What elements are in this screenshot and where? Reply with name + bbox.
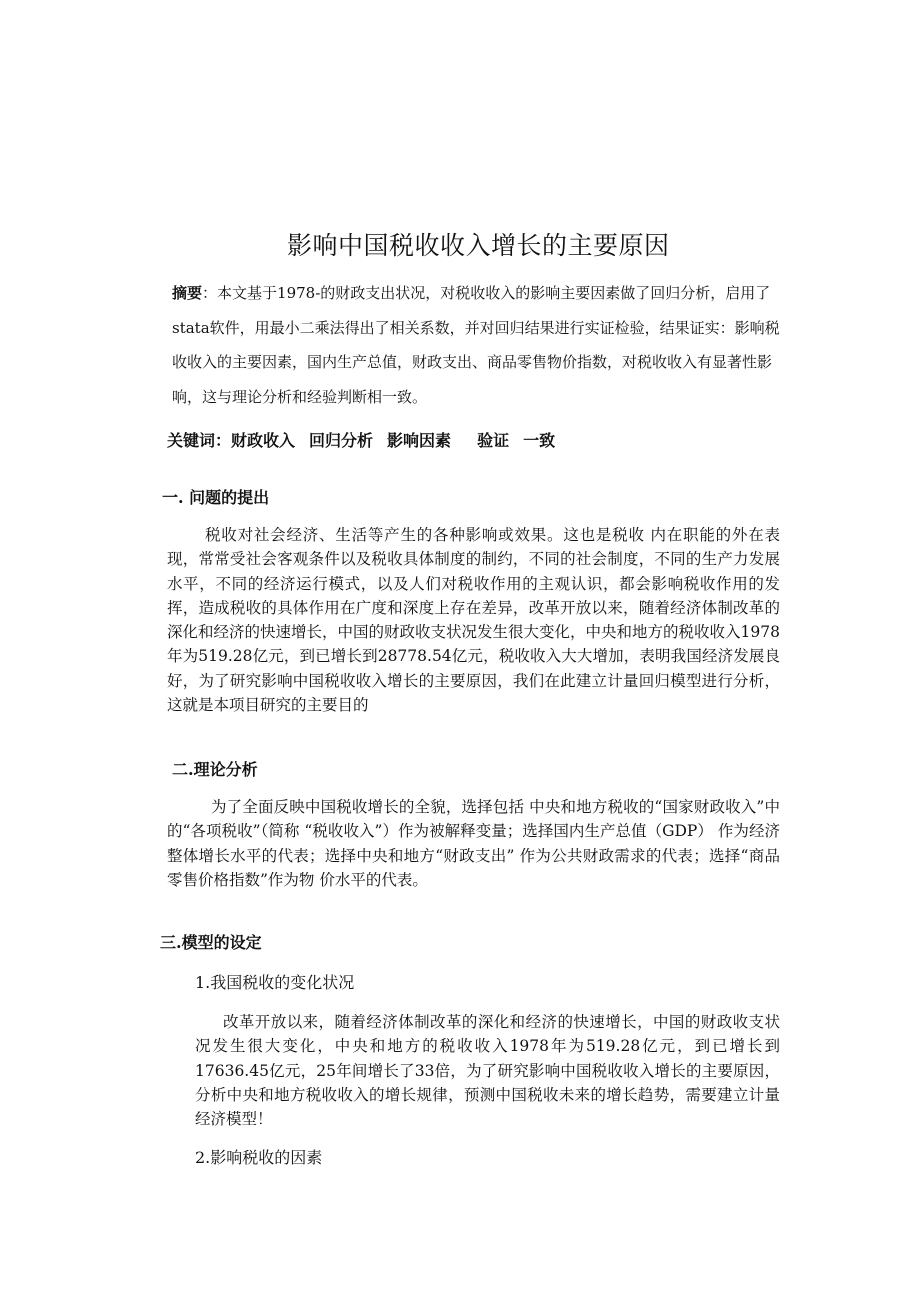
section-paragraph: 为了全面反映中国税收增长的全貌，选择包括 中央和地方税收的“国家财政收入”中的“各项税收”（简称 “税收收入”）作为被解释变量；选择国内生产总值（GDP） 作为经济整体增长水平的代表；选择中央和地方“财政支出” 作为公共财政需求的代表；选择“商品零售价格指数”作为物 价水平的代表。 xyxy=(167,798,780,889)
keyword: 一致 xyxy=(523,431,556,450)
keyword: 财政收入 xyxy=(231,431,296,450)
section-heading: 三.模型的设定 xyxy=(160,933,262,952)
abstract-label: 摘要 xyxy=(172,284,203,302)
document-title: 影响中国税收收入增长的主要原因 xyxy=(287,231,670,260)
keyword: 验证 xyxy=(477,431,510,450)
subsection-paragraph: 改革开放以来，随着经济体制改革的深化和经济的快速增长，中国的财政收支状况发生很大变化，中央和地方的税收收入1978年为519.28亿元，到已增长到17636.45亿元，25年间增长了33倍，为了研究影响中国税收收入增长的主要原因，分析中央和地方税收收入的增长规律，预测中国税收未来的增长趋势，需要建立计量经济模型！ xyxy=(195,1013,780,1129)
keywords xyxy=(167,428,569,451)
abstract-colon: ： xyxy=(202,284,218,302)
abstract xyxy=(172,276,780,414)
section-heading: 二.理论分析 xyxy=(172,760,258,779)
section-heading: 一. 问题的提出 xyxy=(162,488,270,507)
keyword: 影响因素 xyxy=(387,431,452,450)
subsection-heading: 1.我国税收的变化状况 xyxy=(195,973,355,992)
keyword: 回归分析 xyxy=(309,431,374,450)
section-paragraph: 税收对社会经济、生活等产生的各种影响或效果。这也是税收 内在职能的外在表现，常常受社会客观条件以及税收具体制度的制约，不同的社会制度，不同的生产力发展水平，不同的经济运行模式，以及人们对税收作用的主观认识，都会影响税收作用的发挥，造成税收的具体作用在广度和深度上存在差异，改革开放以来，随着经济体制改革的深化和经济的快速增长，中国的财政收支状况发生很大变化，中央和地方的税收收入1978年为519.28亿元，到已增长到28778.54亿元，税收收入大大增加，表明我国经济发展良好，为了研究影响中国税收收入增长的主要原因，我们在此建立计量回归模型进行分析，这就是本项目研究的主要目的 xyxy=(167,526,780,715)
subsection-heading: 2.影响税收的因素 xyxy=(195,1148,323,1167)
abstract-text: 本文基于1978-的财政支出状况，对税收收入的影响主要因素做了回归分析，启用了stata软件，用最小二乘法得出了相关系数，并对回归结果进行实证检验，结果证实：影响税收收入的主要因素，国内生产总值，财政支出、商品零售物价指数，对税收收入有显著性影响，这与理论分析和经验判断相一致。 xyxy=(172,284,780,406)
keywords-label: 关键词： xyxy=(167,431,232,450)
